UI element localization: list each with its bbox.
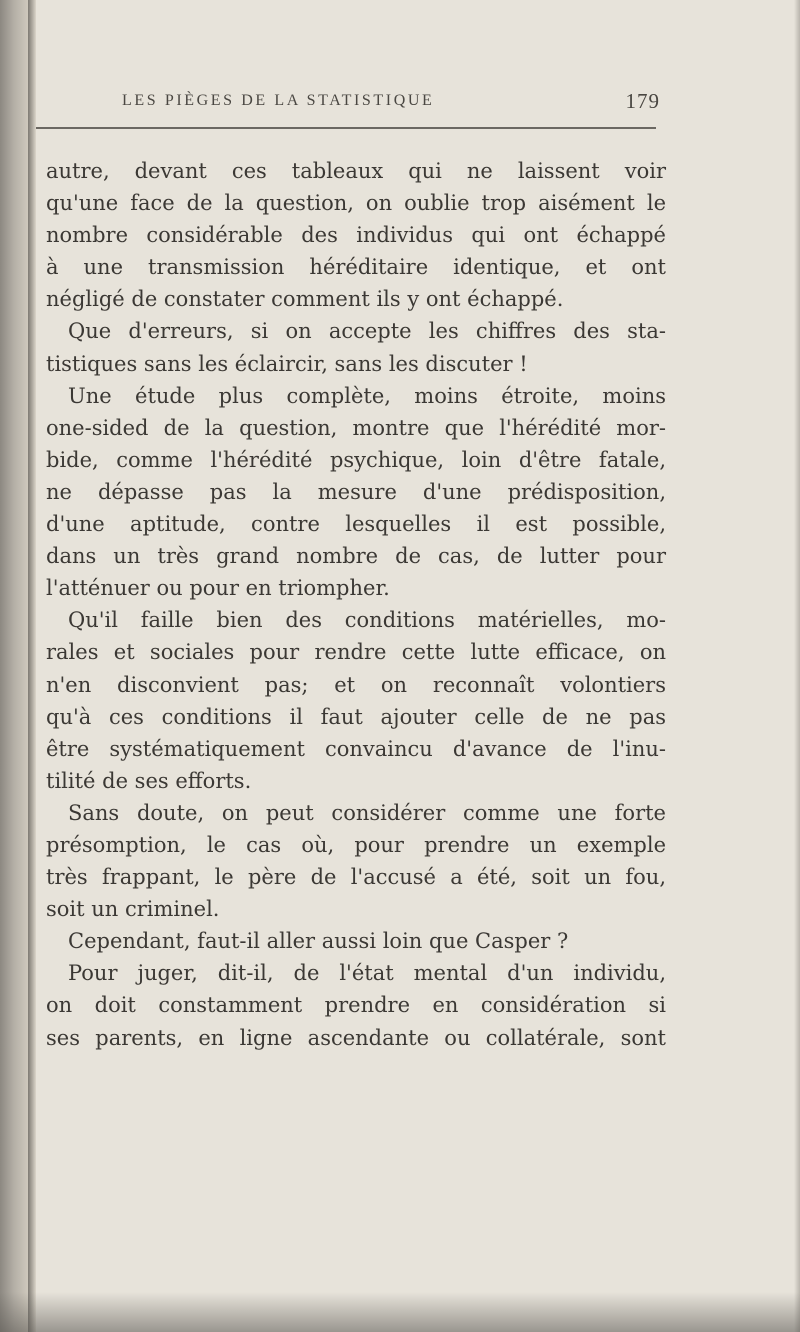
running-head: LES PIÈGES DE LA STATISTIQUE <box>122 92 435 109</box>
text-line: dans un très grand nombre de cas, de lutter pour <box>46 544 666 569</box>
text-line: rales et sociales pour rendre cette lutte efficace, on <box>46 640 666 665</box>
text-line: ses parents, en ligne ascendante ou collatérale, sont <box>46 1025 666 1050</box>
header-rule <box>36 127 656 129</box>
text-line: n'en disconvient pas; et on reconnaît volontiers <box>46 672 666 697</box>
text-line: Que d'erreurs, si on accepte les chiffres des sta- <box>68 319 666 344</box>
text-line: one-sided de la question, montre que l'hérédité mor- <box>46 415 666 440</box>
text-line: nombre considérable des individus qui ont échappé <box>46 223 666 248</box>
text-line: Sans doute, on peut considérer comme une forte <box>68 800 666 825</box>
text-line: Une étude plus complète, moins étroite, moins <box>68 383 666 408</box>
text-line: qu'à ces conditions il faut ajouter celle de ne pas <box>46 704 666 729</box>
text-line: être systématiquement convaincu d'avance de l'inu- <box>46 736 666 761</box>
body-text <box>46 155 666 1054</box>
page-header <box>60 89 660 120</box>
page-number: 179 <box>625 89 660 113</box>
text-line: très frappant, le père de l'accusé a été, soit un fou, <box>46 865 666 890</box>
gutter-shadow <box>28 0 36 1332</box>
text-line: ne dépasse pas la mesure d'une prédisposition, <box>46 479 666 504</box>
text-line: négligé de constater comment ils y ont échappé. <box>46 287 564 312</box>
text-line: d'une aptitude, contre lesquelles il est possible, <box>46 512 666 537</box>
text-line: qu'une face de la question, on oublie trop aisément le <box>46 191 666 216</box>
page-edge <box>794 0 800 1332</box>
page-bottom-shadow <box>0 1292 800 1332</box>
text-line: à une transmission héréditaire identique, et ont <box>46 255 666 280</box>
text-line: bide, comme l'hérédité psychique, loin d'être fatale, <box>46 447 666 472</box>
text-line: Pour juger, dit-il, de l'état mental d'un individu, <box>68 961 666 986</box>
text-line: tistiques sans les éclaircir, sans les discuter ! <box>46 351 528 376</box>
text-line: Cependant, faut-il aller aussi loin que Casper ? <box>68 929 569 954</box>
text-line: soit un criminel. <box>46 897 220 922</box>
text-line: présomption, le cas où, pour prendre un exemple <box>46 832 666 857</box>
text-line: autre, devant ces tableaux qui ne laissent voir <box>46 159 666 183</box>
text-line: tilité de ses efforts. <box>46 768 252 793</box>
text-line: l'atténuer ou pour en triompher. <box>46 576 390 601</box>
text-line: on doit constamment prendre en considération si <box>46 993 666 1018</box>
text-line: Qu'il faille bien des conditions matérielles, mo- <box>68 608 666 633</box>
